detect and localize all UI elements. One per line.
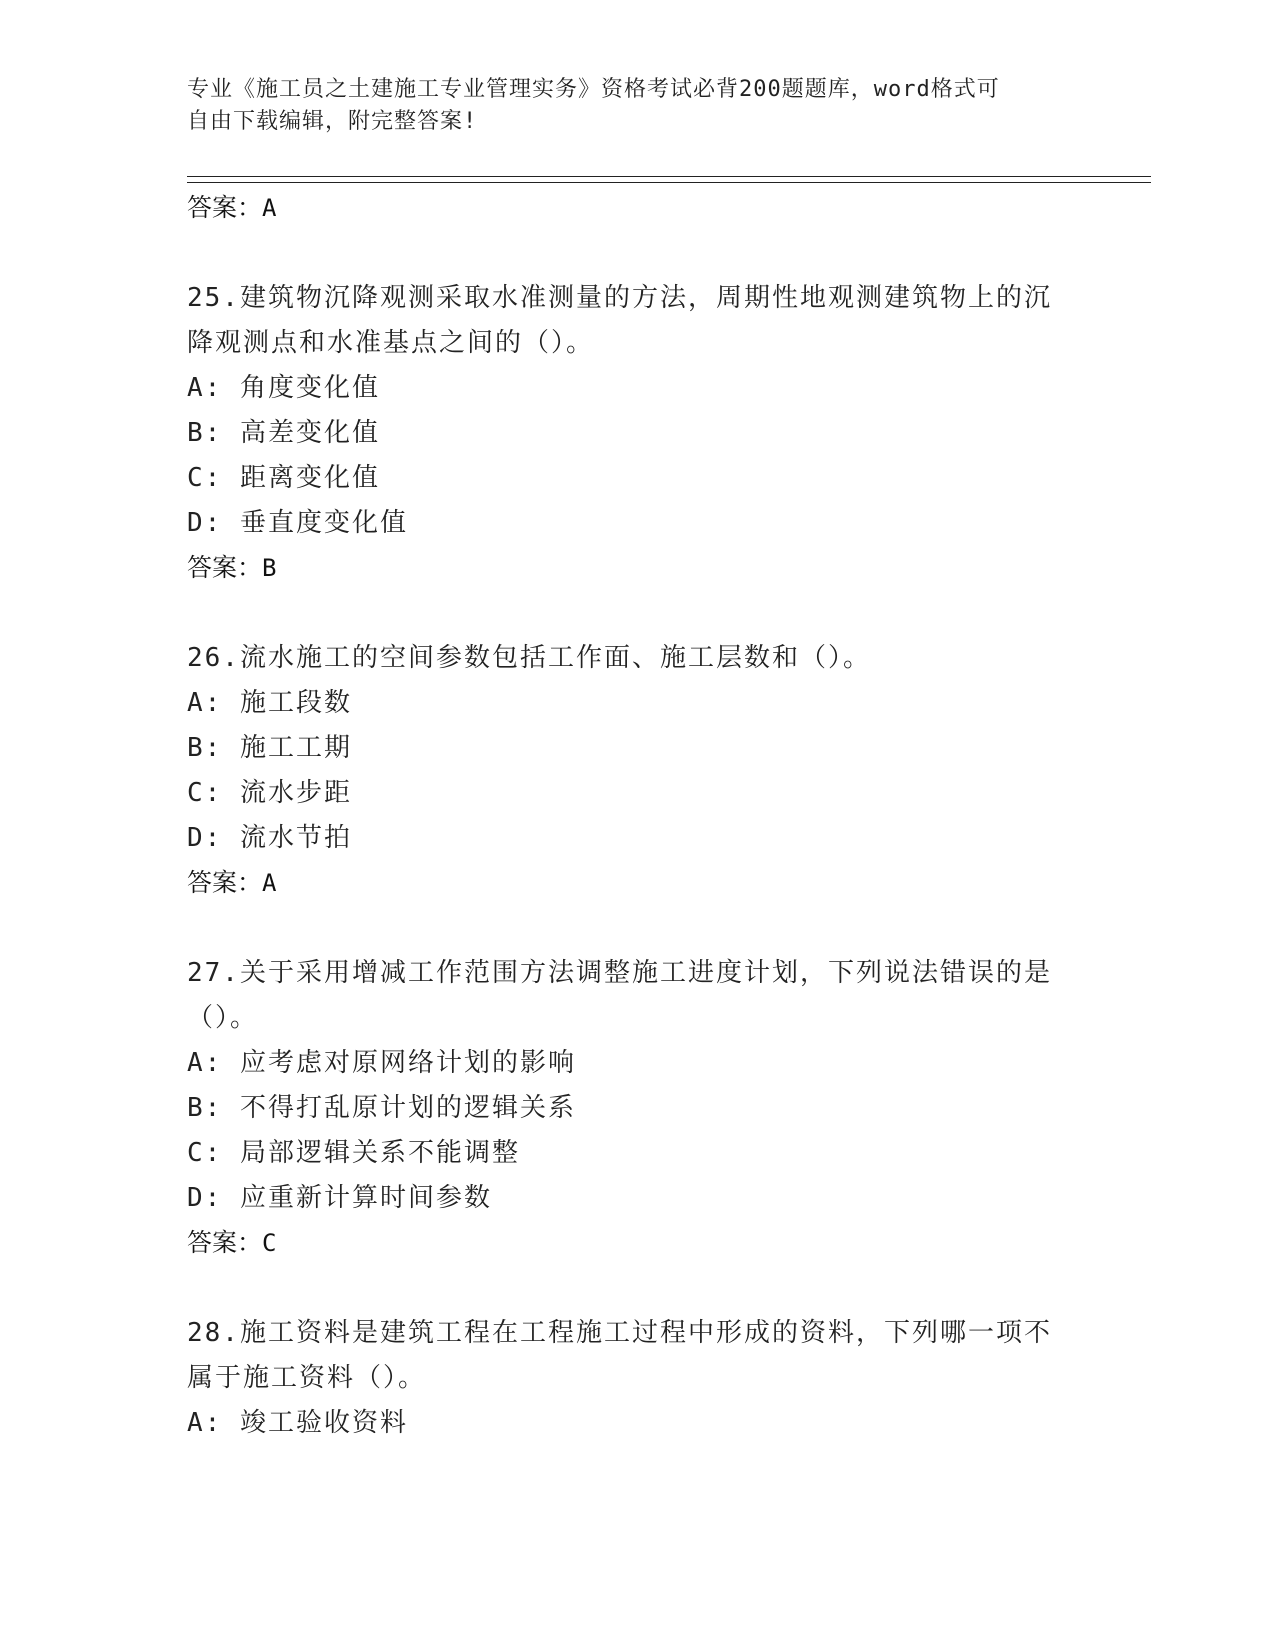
option-b: B: 不得打乱原计划的逻辑关系: [187, 1093, 576, 1123]
question-stem-line: 26.流水施工的空间参数包括工作面、施工层数和（）。: [187, 643, 871, 673]
answer-line: [187, 186, 1087, 230]
header-line-1: 专业《施工员之土建施工专业管理实务》资格考试必背200题题库，word格式可: [187, 77, 1000, 102]
answer-line: [187, 546, 1087, 590]
question-25: [187, 276, 1087, 590]
answer-label: 答案：: [187, 553, 263, 582]
question-stem-line: 属于施工资料（）。: [187, 1363, 427, 1393]
question-stem-line: 27.关于采用增减工作范围方法调整施工进度计划，下列说法错误的是: [187, 958, 1052, 988]
answer-value: A: [262, 194, 277, 222]
page-header: [187, 74, 1067, 138]
question-stem-line: 降观测点和水准基点之间的（）。: [187, 328, 595, 358]
question-26: [187, 636, 1087, 905]
header-line-2: 自由下载编辑，附完整答案!: [187, 109, 478, 134]
option-d: D: 应重新计算时间参数: [187, 1183, 492, 1213]
option-b: B: 高差变化值: [187, 418, 380, 448]
question-list: [187, 186, 1087, 1446]
answer-value: C: [262, 1229, 277, 1257]
option-a: A: 竣工验收资料: [187, 1408, 408, 1438]
option-b: B: 施工工期: [187, 733, 352, 763]
answer-value: B: [262, 554, 277, 582]
option-d: D: 垂直度变化值: [187, 508, 408, 538]
question-stem-line: 25.建筑物沉降观测采取水准测量的方法，周期性地观测建筑物上的沉: [187, 283, 1052, 313]
answer-line: [187, 861, 1087, 905]
answer-label: 答案：: [187, 193, 263, 222]
option-c: C: 流水步距: [187, 778, 352, 808]
option-c: C: 局部逻辑关系不能调整: [187, 1138, 520, 1168]
option-a: A: 施工段数: [187, 688, 352, 718]
option-c: C: 距离变化值: [187, 463, 380, 493]
option-a: A: 角度变化值: [187, 373, 380, 403]
question-28: [187, 1311, 1087, 1446]
answer-label: 答案：: [187, 868, 263, 897]
question-27: [187, 951, 1087, 1265]
question-stem-line: （）。: [187, 1003, 259, 1033]
option-d: D: 流水节拍: [187, 823, 352, 853]
question-stem-line: 28.施工资料是建筑工程在工程施工过程中形成的资料，下列哪一项不: [187, 1318, 1052, 1348]
answer-line: [187, 1221, 1087, 1265]
answer-value: A: [262, 869, 277, 897]
answer-label: 答案：: [187, 1228, 263, 1257]
option-a: A: 应考虑对原网络计划的影响: [187, 1048, 576, 1078]
header-divider: [187, 176, 1151, 183]
